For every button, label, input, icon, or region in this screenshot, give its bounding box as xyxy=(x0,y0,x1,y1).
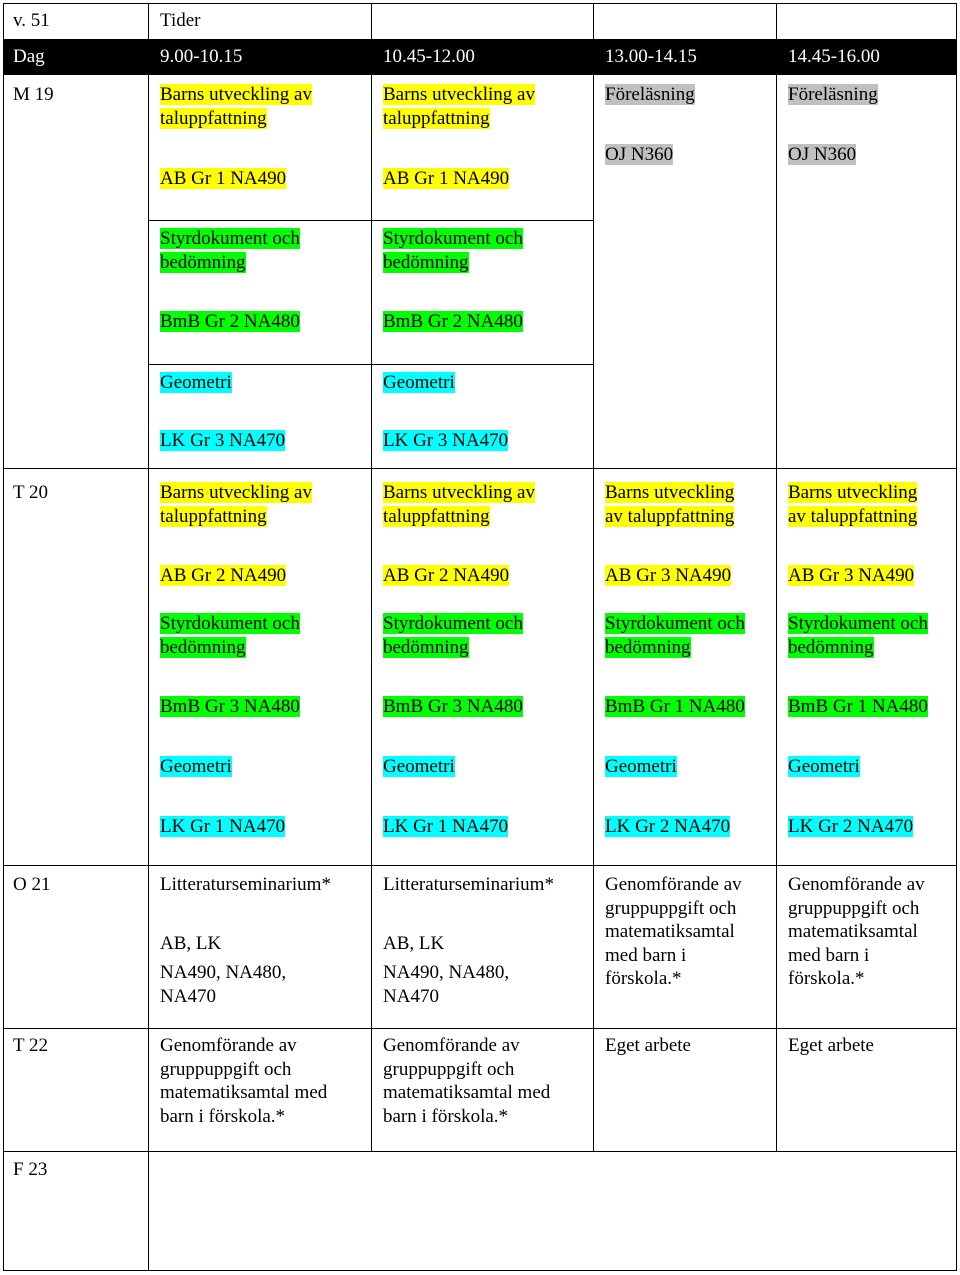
tue-s4-bmb-title-line2: bedömning xyxy=(788,636,874,658)
wed-s3-line1: Genomförande av xyxy=(605,874,742,895)
tue-s4-ab-session xyxy=(788,481,917,528)
tue-s1-bmb-group: BmB Gr 3 NA480 xyxy=(160,696,300,717)
tue-s3-ab-title-line2: av taluppfattning xyxy=(605,505,735,527)
mon-s2-ab-session xyxy=(383,83,535,130)
wed-s4-line2: gruppuppgift och xyxy=(788,897,920,919)
thu-s1-line1: Genomförande av xyxy=(160,1035,297,1056)
tue-s4-lk-group: LK Gr 2 NA470 xyxy=(788,816,914,837)
wed-s4-line5: förskola.* xyxy=(788,968,865,989)
wed-s2-title: Litteraturseminarium* xyxy=(383,874,554,895)
tue-s1-lk-group: LK Gr 1 NA470 xyxy=(160,816,286,837)
tue-s2-ab-group: AB Gr 2 NA490 xyxy=(383,565,510,586)
mon-s1-ab-session xyxy=(160,83,312,130)
mon-s2-lk-title: Geometri xyxy=(383,372,455,393)
thu-s2-line1: Genomförande av xyxy=(383,1035,520,1056)
mon-s4-lecture-title: Föreläsning xyxy=(788,84,878,105)
day-thursday: T 22 xyxy=(13,1035,49,1056)
mon-s2-bmb-session xyxy=(383,227,523,274)
mon-s1-bmb-group: BmB Gr 2 NA480 xyxy=(160,311,300,332)
tue-s1-lk-title: Geometri xyxy=(160,756,232,777)
mon-s1-bmb-session xyxy=(160,227,300,274)
thu-s2-line3: matematiksamtal med xyxy=(383,1082,551,1103)
wed-s3-line5: förskola.* xyxy=(605,968,682,989)
wed-s4-line3: matematiksamtal xyxy=(788,921,918,942)
tue-s4-lk-title: Geometri xyxy=(788,756,860,777)
header-time-2: 10.45-12.00 xyxy=(383,46,475,67)
mon-s1-lk-group: LK Gr 3 NA470 xyxy=(160,430,286,451)
tue-s2-bmb-group: BmB Gr 3 NA480 xyxy=(383,696,523,717)
mon-s4-lecture-room: OJ N360 xyxy=(788,144,857,165)
wed-s1-title: Litteraturseminarium* xyxy=(160,874,331,895)
tue-s2-bmb-title-line2: bedömning xyxy=(383,636,469,658)
tue-s1-bmb-title-line1: Styrdokument och xyxy=(160,613,300,634)
mon-s2-ab-title-line2: taluppfattning xyxy=(383,107,490,129)
tue-s4-ab-group: AB Gr 3 NA490 xyxy=(788,565,915,586)
mon-s2-bmb-title-line1: Styrdokument och xyxy=(383,228,523,249)
day-monday: M 19 xyxy=(13,84,54,105)
day-friday: F 23 xyxy=(13,1159,48,1180)
thu-s1-line2: gruppuppgift och xyxy=(160,1058,292,1080)
header-time-4: 14.45-16.00 xyxy=(788,46,880,67)
thu-s4-own-work: Eget arbete xyxy=(788,1035,874,1056)
tue-s3-bmb-title-line2: bedömning xyxy=(605,636,691,658)
wed-s2-groups: AB, LK xyxy=(383,933,445,954)
mon-s2-lk-group: LK Gr 3 NA470 xyxy=(383,430,509,451)
tue-s2-bmb-title-line1: Styrdokument och xyxy=(383,613,523,634)
tue-s2-bmb-session xyxy=(383,612,523,659)
tue-s1-ab-title-line2: taluppfattning xyxy=(160,505,267,527)
mon-s1-bmb-title-line2: bedömning xyxy=(160,251,246,273)
wed-s3-task xyxy=(605,873,742,991)
wed-s4-line1: Genomförande av xyxy=(788,874,925,895)
mon-s2-bmb-title-line2: bedömning xyxy=(383,251,469,273)
day-tuesday: T 20 xyxy=(13,482,49,503)
wed-s3-line3: matematiksamtal xyxy=(605,921,735,942)
wed-s3-line2: gruppuppgift och xyxy=(605,897,737,919)
day-wednesday: O 21 xyxy=(13,874,51,895)
wed-s2-seminar xyxy=(383,873,554,897)
tue-s4-ab-title-line2: av taluppfattning xyxy=(788,505,918,527)
tue-s4-bmb-session xyxy=(788,612,928,659)
times-label: Tider xyxy=(160,10,201,31)
tue-s4-bmb-group: BmB Gr 1 NA480 xyxy=(788,696,928,717)
tue-s3-bmb-title-line1: Styrdokument och xyxy=(605,613,745,634)
tue-s4-ab-title-line1: Barns utveckling xyxy=(788,482,918,503)
wed-s1-rooms-line2: NA470 xyxy=(160,985,216,1007)
tue-s2-lk-group: LK Gr 1 NA470 xyxy=(383,816,509,837)
thu-s2-line2: gruppuppgift och xyxy=(383,1058,515,1080)
tue-s1-ab-group: AB Gr 2 NA490 xyxy=(160,565,287,586)
mon-s3-lecture-title: Föreläsning xyxy=(605,84,695,105)
wed-s3-line4: med barn i xyxy=(605,944,687,966)
tue-s1-bmb-session xyxy=(160,612,300,659)
header-day: Dag xyxy=(13,46,45,67)
mon-s2-ab-group: AB Gr 1 NA490 xyxy=(383,168,510,189)
week-label: v. 51 xyxy=(13,10,50,31)
tue-s3-ab-session xyxy=(605,481,734,528)
mon-s1-lk-title: Geometri xyxy=(160,372,232,393)
header-row xyxy=(3,39,957,75)
mon-s2-ab-title-line1: Barns utveckling av xyxy=(383,84,535,105)
tue-s2-ab-session xyxy=(383,481,535,528)
wed-s2-rooms-line1: NA490, NA480, xyxy=(383,962,510,983)
header-time-1: 9.00-10.15 xyxy=(160,46,243,67)
wed-s1-groups: AB, LK xyxy=(160,933,222,954)
wed-s4-line4: med barn i xyxy=(788,944,870,966)
tue-s3-bmb-group: BmB Gr 1 NA480 xyxy=(605,696,745,717)
mon-s2-bmb-group: BmB Gr 2 NA480 xyxy=(383,311,523,332)
tue-s2-lk-title: Geometri xyxy=(383,756,455,777)
tue-s2-ab-title-line1: Barns utveckling av xyxy=(383,482,535,503)
tue-s4-bmb-title-line1: Styrdokument och xyxy=(788,613,928,634)
mon-s1-ab-title-line1: Barns utveckling av xyxy=(160,84,312,105)
tue-s3-bmb-session xyxy=(605,612,745,659)
header-time-3: 13.00-14.15 xyxy=(605,46,697,67)
tue-s3-lk-group: LK Gr 2 NA470 xyxy=(605,816,731,837)
wed-s2-rooms-line2: NA470 xyxy=(383,985,439,1007)
tue-s1-ab-title-line1: Barns utveckling av xyxy=(160,482,312,503)
thu-s1-line3: matematiksamtal med xyxy=(160,1082,328,1103)
tue-s1-ab-session xyxy=(160,481,312,528)
thu-s3-own-work: Eget arbete xyxy=(605,1035,691,1056)
mon-s1-bmb-title-line1: Styrdokument och xyxy=(160,228,300,249)
wed-s4-task xyxy=(788,873,925,991)
thu-s2-line4: barn i förskola.* xyxy=(383,1105,509,1127)
thu-s1-line4: barn i förskola.* xyxy=(160,1105,286,1127)
thu-s1-task xyxy=(160,1034,327,1128)
schedule-table xyxy=(3,3,957,1271)
wed-s1-seminar xyxy=(160,873,331,897)
tue-s2-ab-title-line2: taluppfattning xyxy=(383,505,490,527)
thu-s2-task xyxy=(383,1034,550,1128)
mon-s3-lecture-room: OJ N360 xyxy=(605,144,674,165)
tue-s1-bmb-title-line2: bedömning xyxy=(160,636,246,658)
tue-s3-ab-title-line1: Barns utveckling xyxy=(605,482,735,503)
wed-s1-rooms-line1: NA490, NA480, xyxy=(160,962,287,983)
mon-s1-ab-title-line2: taluppfattning xyxy=(160,107,267,129)
tue-s3-lk-title: Geometri xyxy=(605,756,677,777)
tue-s3-ab-group: AB Gr 3 NA490 xyxy=(605,565,732,586)
mon-s1-ab-group: AB Gr 1 NA490 xyxy=(160,168,287,189)
